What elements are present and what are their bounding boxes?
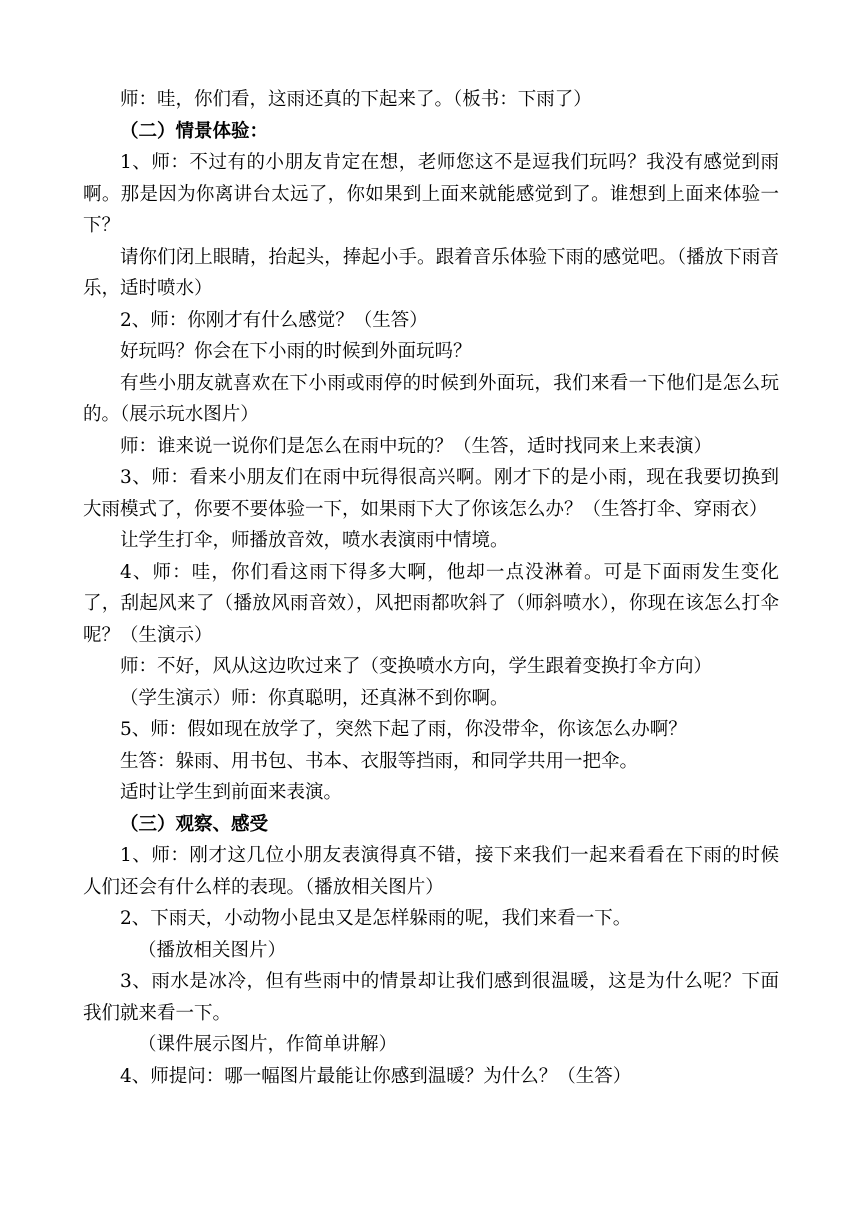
paragraph-15: 生答：躲雨、用书包、书本、衣服等挡雨，和同学共用一把伞。	[120, 750, 639, 772]
paragraph-10: 让学生打伞，师播放音效，喷水表演雨中情境。	[120, 530, 509, 551]
paragraph-22: （课件展示图片，作简单讲解）	[138, 1034, 398, 1055]
document-page	[83, 84, 779, 1092]
paragraph-11: 4、师：哇，你们看这雨下得多大啊，他却一点没淋着。可是下面雨发生变化了，刮起风来了（播放风雨音效），风把雨都吹斜了（师斜喷水），你现在该怎么打伞呢？（生演示）	[83, 561, 779, 646]
paragraph-18: 1、师：刚才这几位小朋友表演得真不错，接下来我们一起来看看在下雨的时候人们还会有什么样的表现。（播放相关图片）	[83, 845, 779, 898]
paragraph-13: （学生演示）师：你真聪明，还真淋不到你啊。	[120, 687, 509, 709]
paragraph-9: 3、师：看来小朋友们在雨中玩得很高兴啊。刚才下的是小雨，现在我要切换到大雨模式了，你要不要体验一下，如果雨下大了你该怎么办？（生答打伞、穿雨衣）	[83, 467, 779, 520]
paragraph-8: 师：谁来说一说你们是怎么在雨中玩的？（生答，适时找同来上来表演）	[120, 435, 713, 457]
paragraph-6: 好玩吗？你会在下小雨的时候到外面玩吗？	[120, 341, 472, 362]
paragraph-21: 3、雨水是冰冷，但有些雨中的情景却让我们感到很温暖，这是为什么呢？下面我们就来看一下。	[83, 971, 779, 1024]
paragraph-7: 有些小朋友就喜欢在下小雨或雨停的时候到外面玩，我们来看一下他们是怎么玩的。（展示玩水图片）	[83, 372, 779, 425]
section-heading-3: （三）观察、感受	[120, 813, 269, 835]
section-heading-2: （二）情景体验：	[120, 120, 269, 142]
paragraph-23: 4、师提问：哪一幅图片最能让你感到温暖？为什么？（生答）	[120, 1065, 632, 1087]
paragraph-1: 师：哇，你们看，这雨还真的下起来了。（板书：下雨了）	[120, 89, 592, 110]
paragraph-20: （播放相关图片）	[138, 939, 287, 961]
paragraph-14: 5、师：假如现在放学了，突然下起了雨，你没带伞，你该怎么办啊？	[120, 719, 687, 740]
paragraph-16: 适时让学生到前面来表演。	[120, 782, 343, 803]
paragraph-12: 师：不好，风从这边吹过来了（变换喷水方向，学生跟着变换打伞方向）	[120, 656, 713, 677]
paragraph-5: 2、师：你刚才有什么感觉？（生答）	[120, 309, 428, 331]
paragraph-3: 1、师：不过有的小朋友肯定在想，老师您这不是逗我们玩吗？我没有感觉到雨啊。那是因为你离讲台太远了，你如果到上面来就能感觉到了。谁想到上面来体验一下？	[83, 152, 779, 236]
paragraph-19: 2、下雨天，小动物小昆虫又是怎样躲雨的呢，我们来看一下。	[120, 908, 632, 929]
paragraph-4: 请你们闭上眼睛，抬起头，捧起小手。跟着音乐体验下雨的感觉吧。（播放下雨音乐，适时喷水）	[83, 246, 779, 299]
